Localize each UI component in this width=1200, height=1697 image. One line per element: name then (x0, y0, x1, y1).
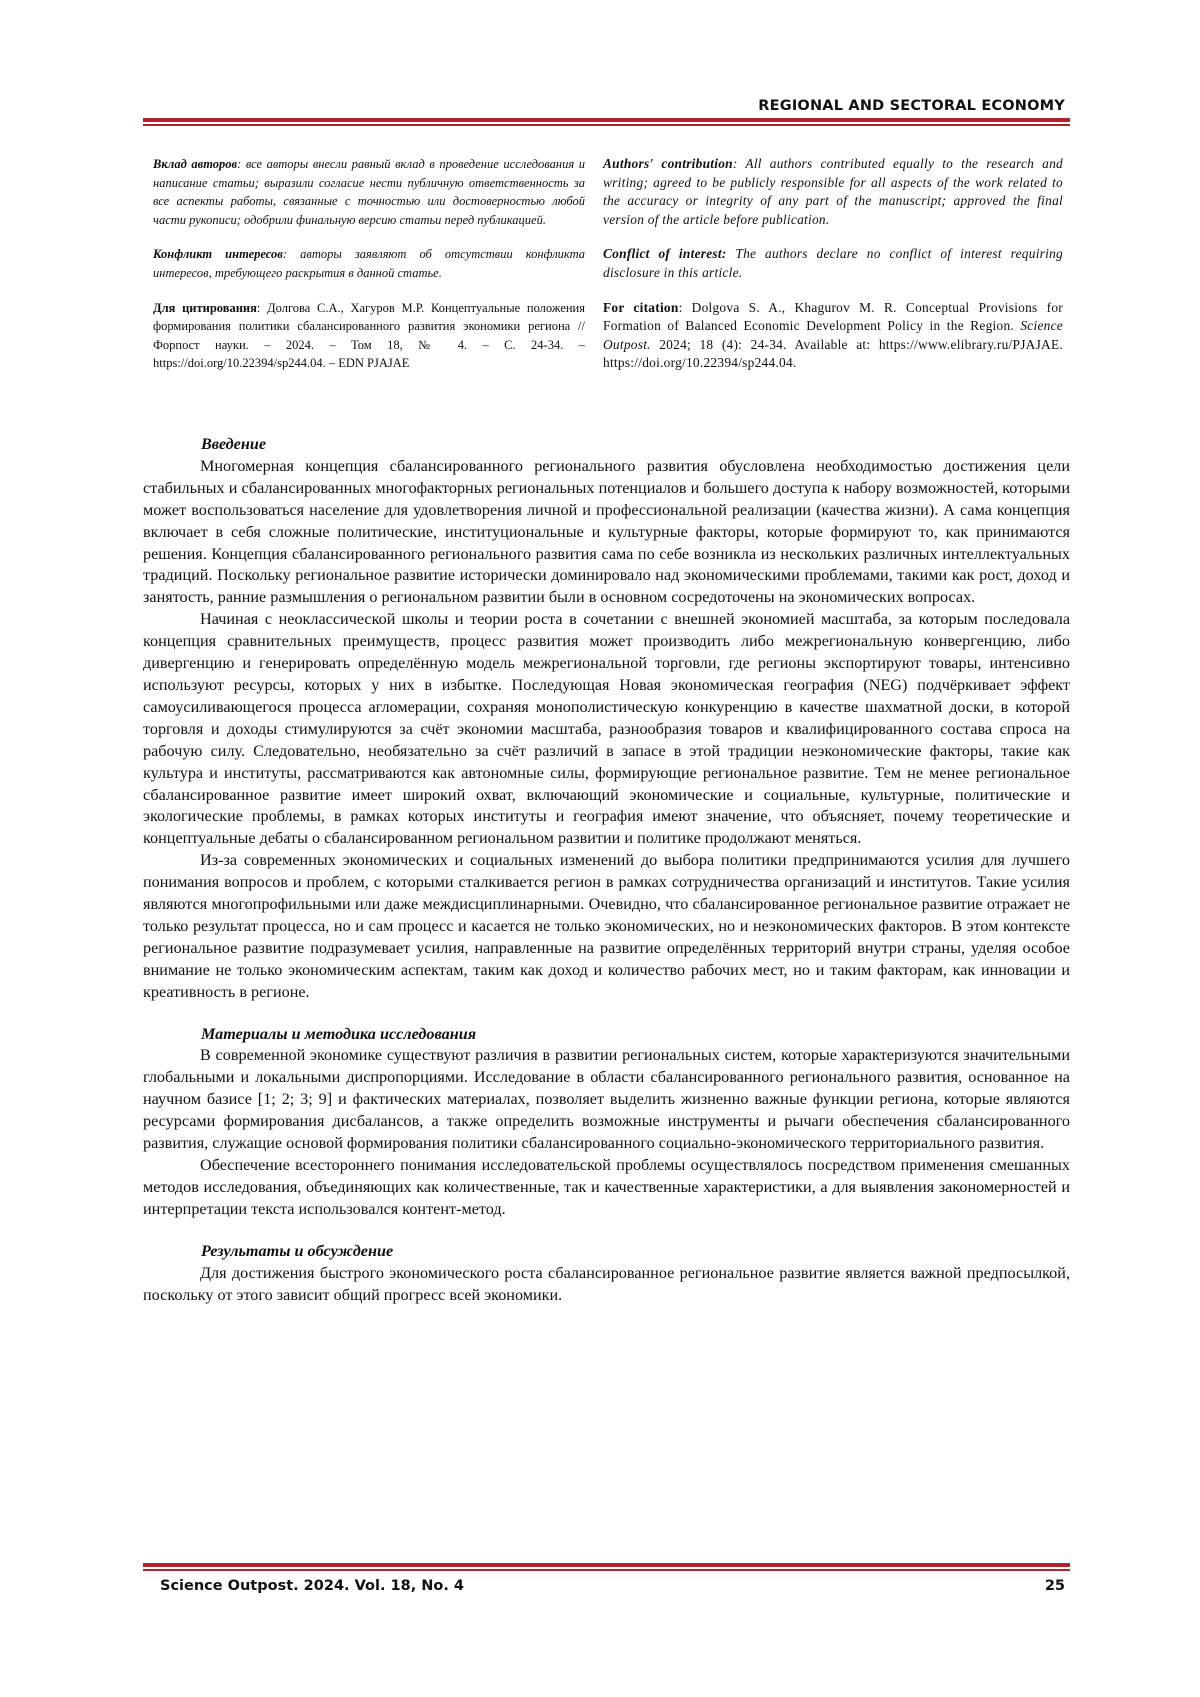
conflict-row (153, 245, 1063, 282)
contribution-ru-text: : все авторы внесли равный вклад в проведение исследования и написание статьи; выразили согласие нести публичную ответственность за все аспекты работы, связанные с точностью или достоверностью любой части рукописи; одобрили финальную версию статьи перед публикацией. (153, 157, 585, 227)
contribution-en-text: : All authors contributed equally to the research and writing; agreed to be publicly responsible for all aspects of the work related to the accuracy or integrity of any part of the manuscript; approved the final version of the article before publication. (603, 156, 1063, 227)
paragraph: Для достижения быстрого экономического роста сбалансированное региональное развитие является важной предпосылкой, поскольку от этого зависит общий прогресс всей экономики. (143, 1263, 1070, 1307)
conflict-ru-label: Конфликт интересов (153, 247, 283, 261)
paragraph: Из-за современных экономических и социальных изменений до выбора политики предпринимаются усилия для лучшего понимания вопросов и проблем, с которыми сталкивается регион в рамках сотрудничества организаций и институтов. Такие усилия являются многопрофильными или даже междисциплинарными. Очевидно, что сбалансированное региональное развитие отражает не только результат процесса, но и сам процесс и касается не только экономических, но и неэкономических факторов. В этом контексте региональное развитие подразумевает усилия, направленные на развитие определённых территорий внутри страны, уделяя особое внимание не только экономическим аспектам, таким как доход и количество рабочих мест, но и таким факторам, как инновации и креативность в регионе. (143, 850, 1070, 1003)
conflict-ru (153, 245, 585, 282)
conflict-ru-text: : авторы заявляют об отсутствии конфликта интересов, требующего раскрытия в данной статье. (153, 247, 585, 280)
article-body (143, 434, 1070, 1306)
citation-ru-text: : Долгова С.А., Хагуров М.Р. Концептуальные положения формирования политики сбалансированного развития экономики региона // Форпост науки. – 2024. – Том 18, № 4. – С. 24-34. – https://doi.org/10.22394/sp244.04. – EDN PJAJAE (153, 301, 585, 371)
citation-en-label: For citation (603, 300, 679, 315)
contribution-en (603, 155, 1063, 229)
page-number: 25 (1045, 1578, 1065, 1594)
header-rule (143, 118, 1070, 126)
contribution-ru (153, 155, 585, 229)
paragraph: Обеспечение всестороннего понимания исследовательской проблемы осуществлялось посредством применения смешанных методов исследования, объединяющих как количественные, так и качественные характеристики, а для выявления закономерностей и интерпретации текста использовался контент-метод. (143, 1155, 1070, 1221)
conflict-en (603, 245, 1063, 282)
citation-en-text-1: : Dolgova S. A., Khagurov M. R. Conceptual Provisions for Formation of Balanced Economic Development Policy in the Region. (603, 300, 1063, 334)
contribution-ru-label: Вклад авторов (153, 157, 237, 171)
paragraph: В современной экономике существуют различия в развитии региональных систем, которые характеризуются значительными глобальными и локальными диспропорциями. Исследование в области сбалансированного регионального развития, основанное на научном базисе [1; 2; 3; 9] и фактических материалах, позволяет выделить жизненно важные функции региона, которые являются ресурсами формирования дисбалансов, а также определить возможные инструменты и рычаги обеспечения сбалансированного развития, служащие основой формирования политики сбалансированного социально-экономического территориального развития. (143, 1045, 1070, 1155)
citation-en-text-2: 2024; 18 (4): 24-34. Available at: https://www.elibrary.ru/PJAJAE. https://doi.org/10.22394/sp244.04. (603, 337, 1063, 371)
paragraph: Начиная с неоклассической школы и теории роста в сочетании с внешней экономией масштаба, за которым последовала концепция сравнительных преимуществ, процесс развития может производить либо межрегиональную конвергенцию, либо дивергенцию и генерировать определённую модель межрегиональной торговли, где регионы экспортируют товары, интенсивно используют ресурсы, которых у них в избытке. Последующая Новая экономическая география (NEG) подчёркивает эффект самоусиливающегося процесса агломерации, сохраняя монополистическую конкуренцию в качестве шахматной доски, в которой торговля и доходы стимулируются за счёт экономии масштаба, разнообразия товаров и квалифицированного состава спроса на рабочую силу. Следовательно, необязательно за счёт различий в запасе в этой традиции неэкономические факторы, такие как культура и институты, рассматриваются как автономные силы, формирующие региональное развитие. Тем не менее региональное сбалансированное развитие имеет широкий охват, включающий экономические и социальные, культурные, политические и экологические проблемы, в рамках которых институты и география имеют значение, что объясняет, почему теоретические и концептуальные дебаты о сбалансированном региональном развитии и политике продолжают меняться. (143, 609, 1070, 850)
section-heading-methods: Материалы и методика исследования (143, 1024, 1070, 1046)
conflict-en-text: The authors declare no conflict of interest requiring disclosure in this article. (603, 246, 1063, 280)
running-head: REGIONAL AND SECTORAL ECONOMY (758, 98, 1065, 114)
citation-en-journal: Science Outpost. (603, 318, 1063, 352)
citation-ru-label: Для цитирования (153, 301, 257, 315)
section-heading-intro: Введение (143, 434, 1070, 456)
footer-journal: Science Outpost. 2024. Vol. 18, No. 4 (160, 1578, 464, 1594)
contribution-row (153, 155, 1063, 229)
section-heading-results: Результаты и обсуждение (143, 1241, 1070, 1263)
page-footer (160, 1578, 1065, 1594)
paragraph: Многомерная концепция сбалансированного регионального развития обусловлена необходимостью достижения цели стабильных и сбалансированных многофакторных региональных потенциалов и большего доступа к набору возможностей, которыми может воспользоваться население для удовлетворения личной и профессиональной реализации (качества жизни). А сама концепция включает в себя сложные политические, институциональные и культурные факторы, которые формируют то, как принимаются решения. Концепция сбалансированного регионального развития сама по себе возникла из нескольких различных интеллектуальных традиций. Поскольку региональное развитие исторически доминировало над экономическими проблемами, такими как рост, доход и занятость, ранние размышления о региональном развитии были в основном сосредоточены на экономических вопросах. (143, 456, 1070, 609)
citation-row (153, 299, 1063, 373)
footer-rule (143, 1563, 1070, 1571)
citation-ru (153, 299, 585, 373)
article-meta (153, 155, 1063, 389)
citation-en (603, 299, 1063, 373)
conflict-en-label: Conflict of interest: (603, 246, 727, 261)
contribution-en-label: Authors' contribution (603, 156, 733, 171)
